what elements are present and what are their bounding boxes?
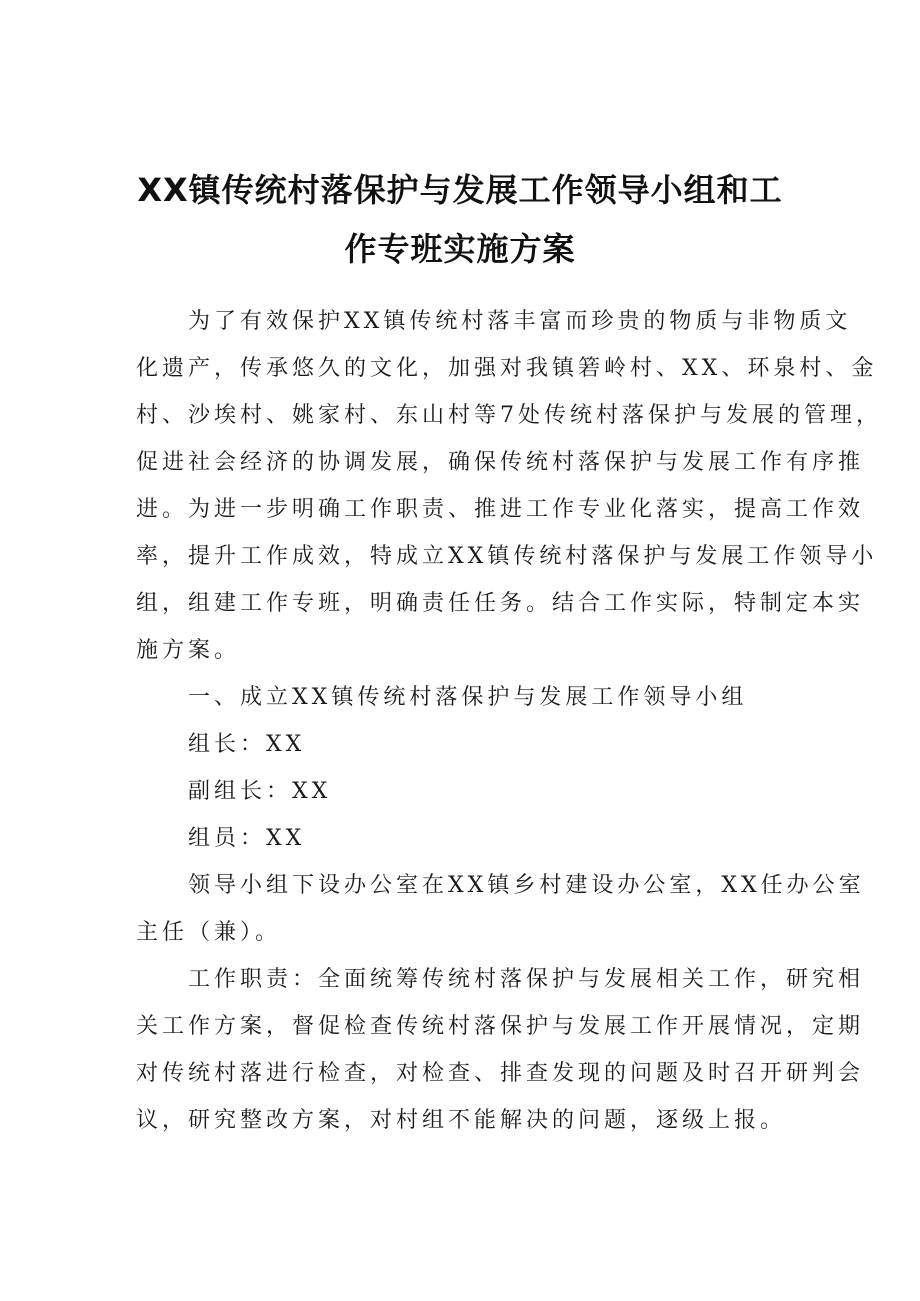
duties-line: 关工作方案，督促检查传统村落保护与发展工作开展情况，定期 xyxy=(136,1014,865,1039)
document-title-line-2: 作专班实施方案 xyxy=(344,230,576,268)
office-paragraph xyxy=(136,862,865,956)
intro-line: 组，组建工作专班，明确责任任务。结合工作实际，特制定本实 xyxy=(136,591,865,616)
intro-line: 化遗产，传承悠久的文化，加强对我镇箬岭村、XX、环泉村、金 xyxy=(136,356,878,381)
duties-line: 工作职责：全面统筹传统村落保护与发展相关工作，研究相 xyxy=(188,967,865,992)
deputy-leader-line: 副组长：XX xyxy=(188,779,332,804)
intro-paragraph xyxy=(136,298,882,674)
intro-line: 率，提升工作成效，特成立XX镇传统村落保护与发展工作领导小 xyxy=(136,544,878,569)
intro-line: 为了有效保护XX镇传统村落丰富而珍贵的物质与非物质文 xyxy=(188,309,852,334)
document-title-line-1: XX镇传统村落保护与发展工作领导小组和工 xyxy=(137,171,783,209)
duties-line: 议，研究整改方案，对村组不能解决的问题，逐级上报。 xyxy=(136,1108,787,1133)
members-line: 组员：XX xyxy=(188,826,306,851)
intro-line: 促进社会经济的协调发展，确保传统村落保护与发展工作有序推 xyxy=(136,450,865,475)
intro-line: 村、沙埃村、姚家村、东山村等7处传统村落保护与发展的管理， xyxy=(136,403,882,428)
section-heading: 一、成立XX镇传统村落保护与发展工作领导小组 xyxy=(188,685,748,710)
document-body xyxy=(136,298,882,1144)
office-line: 主任（兼）。 xyxy=(136,920,282,945)
intro-line: 进。为进一步明确工作职责、推进工作专业化落实，提高工作效 xyxy=(136,497,865,522)
office-line: 领导小组下设办公室在XX镇乡村建设办公室，XX任办公室 xyxy=(188,873,865,898)
intro-line: 施方案。 xyxy=(136,638,241,663)
duties-line: 对传统村落进行检查，对检查、排查发现的问题及时召开研判会 xyxy=(136,1061,865,1086)
leader-line: 组长：XX xyxy=(188,732,306,757)
duties-paragraph xyxy=(136,956,865,1144)
